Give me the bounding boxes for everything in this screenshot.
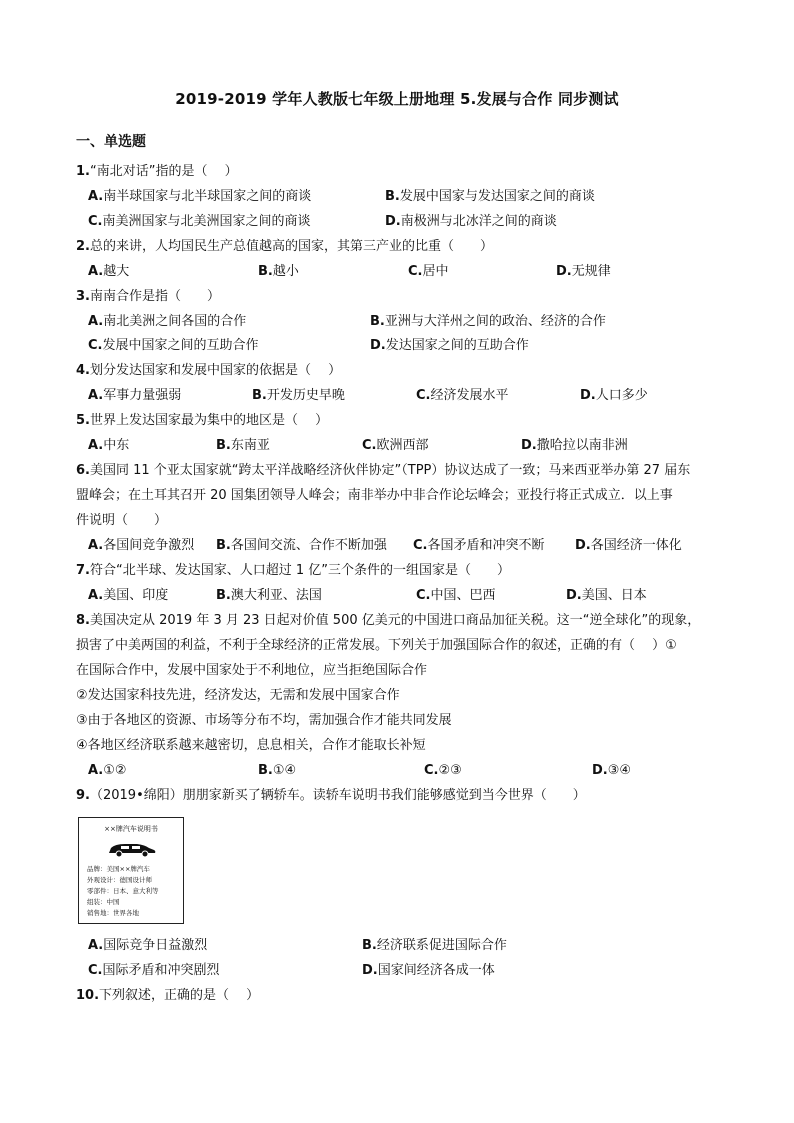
question-number: 6. xyxy=(76,463,90,478)
option-text: 人口多少 xyxy=(595,388,648,403)
option-4c[interactable] xyxy=(416,387,509,404)
option-letter: D. xyxy=(566,588,582,603)
option-text: 越小 xyxy=(272,264,299,279)
option-text: 中东 xyxy=(103,438,130,453)
option-letter: A. xyxy=(88,314,104,329)
question-6-line-2: 盟峰会；在土耳其召开 20 国集团领导人峰会；南非举办中非合作论坛峰会；亚投行将正式成立．以上事 xyxy=(76,488,673,503)
option-letter: B. xyxy=(258,763,273,778)
option-8c[interactable] xyxy=(424,762,462,779)
option-text: 各国间竞争激烈 xyxy=(103,538,195,553)
manual-line-assembly: 组装：中国 xyxy=(87,898,120,906)
option-text: 各国矛盾和冲突不断 xyxy=(427,538,545,553)
manual-line-design: 外观设计：德国设计师 xyxy=(87,876,152,884)
option-9a[interactable] xyxy=(88,937,207,954)
option-text: 欧洲西部 xyxy=(376,438,429,453)
manual-line-brand: 品牌：美国××牌汽车 xyxy=(87,865,150,873)
option-text: 发达国家之间的互助合作 xyxy=(385,338,529,353)
question-8-line-2: 损害了中美两国的利益，不利于全球经济的正常发展。下列关于加强国际合作的叙述，正确的有（ ）① xyxy=(76,638,677,653)
option-letter: B. xyxy=(385,189,400,204)
option-text: 经济联系促进国际合作 xyxy=(376,938,507,953)
question-number: 1. xyxy=(76,164,90,179)
option-text: 开发历史早晚 xyxy=(266,388,345,403)
option-letter: C. xyxy=(416,388,431,403)
question-4 xyxy=(76,362,341,379)
question-number: 7. xyxy=(76,563,90,578)
option-3c[interactable] xyxy=(88,337,259,354)
option-text: ③④ xyxy=(607,763,632,778)
option-letter: D. xyxy=(556,264,572,279)
option-letter: B. xyxy=(258,264,273,279)
question-text: 世界上发达国家最为集中的地区是（ ） xyxy=(89,413,329,428)
option-7b[interactable] xyxy=(216,587,322,604)
car-manual-image xyxy=(78,817,184,924)
question-8 xyxy=(76,612,700,629)
option-letter: C. xyxy=(362,438,377,453)
option-1a[interactable] xyxy=(88,188,311,205)
option-2c[interactable] xyxy=(408,263,449,280)
option-7d[interactable] xyxy=(566,587,647,604)
option-text: 各国经济一体化 xyxy=(590,538,682,553)
question-2 xyxy=(76,238,493,255)
option-letter: A. xyxy=(88,388,104,403)
option-4a[interactable] xyxy=(88,387,181,404)
option-2b[interactable] xyxy=(258,263,299,280)
option-4d[interactable] xyxy=(580,387,648,404)
option-letter: A. xyxy=(88,438,104,453)
option-text: 国家间经济各成一体 xyxy=(377,963,495,978)
question-number: 9. xyxy=(76,788,90,803)
option-letter: B. xyxy=(252,388,267,403)
option-5b[interactable] xyxy=(216,437,270,454)
option-text: ①② xyxy=(103,763,127,778)
option-text: ②③ xyxy=(438,763,462,778)
option-6c[interactable] xyxy=(413,537,545,554)
option-8b[interactable] xyxy=(258,762,296,779)
option-letter: D. xyxy=(592,763,608,778)
car-icon xyxy=(105,840,157,858)
question-number: 3. xyxy=(76,289,90,304)
option-5c[interactable] xyxy=(362,437,429,454)
option-letter: D. xyxy=(521,438,537,453)
option-letter: B. xyxy=(216,538,231,553)
option-text: 无规律 xyxy=(571,264,611,279)
option-1d[interactable] xyxy=(385,213,557,230)
option-text: 亚洲与大洋州之间的政治、经济的合作 xyxy=(384,314,606,329)
question-7 xyxy=(76,562,510,579)
question-8-line-3: 在国际合作中，发展中国家处于不利地位，应当拒绝国际合作 xyxy=(76,663,428,678)
question-8-line-6: ④各地区经济联系越来越密切，息息相关，合作才能取长补短 xyxy=(76,738,426,753)
option-text: 美国、日本 xyxy=(581,588,647,603)
option-letter: C. xyxy=(416,588,431,603)
option-letter: A. xyxy=(88,588,104,603)
question-8-line-4: ②发达国家科技先进，经济发达，无需和发展中国家合作 xyxy=(76,688,400,703)
option-text: 发展中国家与发达国家之间的商谈 xyxy=(399,189,595,204)
option-letter: A. xyxy=(88,189,104,204)
option-1b[interactable] xyxy=(385,188,595,205)
option-text: 澳大利亚、法国 xyxy=(230,588,322,603)
option-text: 中国、巴西 xyxy=(430,588,496,603)
option-letter: C. xyxy=(88,963,103,978)
option-4b[interactable] xyxy=(252,387,345,404)
question-number: 8. xyxy=(76,613,90,628)
option-text: 越大 xyxy=(103,264,130,279)
option-text: 南美洲国家与北美洲国家之间的商谈 xyxy=(102,214,311,229)
option-text: 南半球国家与北半球国家之间的商谈 xyxy=(103,189,312,204)
option-8a[interactable] xyxy=(88,762,127,779)
question-text: 总的来讲，人均国民生产总值越高的国家，其第三产业的比重（ ） xyxy=(89,239,493,254)
option-letter: C. xyxy=(413,538,428,553)
option-3d[interactable] xyxy=(370,337,529,354)
option-6a[interactable] xyxy=(88,537,194,554)
question-text: 符合“北半球、发达国家、人口超过 1 亿”三个条件的一组国家是（ ） xyxy=(89,563,510,578)
option-letter: A. xyxy=(88,763,104,778)
question-text: 南南合作是指（ ） xyxy=(89,289,220,304)
question-text: 下列叙述，正确的是（ ） xyxy=(99,988,260,1003)
question-5 xyxy=(76,412,328,429)
option-letter: B. xyxy=(362,938,377,953)
question-3 xyxy=(76,288,220,305)
option-7c[interactable] xyxy=(416,587,496,604)
question-text: “南北对话”指的是（ ） xyxy=(89,164,238,179)
option-3a[interactable] xyxy=(88,313,246,330)
option-9d[interactable] xyxy=(362,962,495,979)
option-6b[interactable] xyxy=(216,537,387,554)
option-text: 撒哈拉以南非洲 xyxy=(536,438,628,453)
option-text: ①④ xyxy=(272,763,297,778)
option-text: 发展中国家之间的互助合作 xyxy=(102,338,259,353)
option-8d[interactable] xyxy=(592,762,631,779)
option-letter: A. xyxy=(88,538,104,553)
option-letter: B. xyxy=(216,438,231,453)
option-letter: C. xyxy=(88,338,103,353)
option-letter: D. xyxy=(580,388,596,403)
manual-line-parts: 零部件：日本、意大利等 xyxy=(87,887,159,895)
option-2d[interactable] xyxy=(556,263,611,280)
option-letter: A. xyxy=(88,938,104,953)
question-8-line-5: ③由于各地区的资源、市场等分布不均，需加强合作才能共同发展 xyxy=(76,713,452,728)
option-5a[interactable] xyxy=(88,437,129,454)
question-number: 10. xyxy=(76,988,100,1003)
option-text: 居中 xyxy=(422,264,449,279)
page-title: 2019-2019 学年人教版七年级上册地理 5.发展与合作 同步测试 xyxy=(175,90,619,108)
option-text: 各国间交流、合作不断加强 xyxy=(230,538,387,553)
option-text: 南极洲与北冰洋之间的商谈 xyxy=(400,214,557,229)
option-text: 南北美洲之间各国的合作 xyxy=(103,314,247,329)
question-text: 美国同 11 个亚太国家就“跨太平洋战略经济伙伴协定”（TPP）协议达成了一致；马来西亚举办第 27 届东 xyxy=(89,463,691,478)
question-number: 2. xyxy=(76,239,90,254)
option-text: 经济发展水平 xyxy=(430,388,509,403)
option-letter: D. xyxy=(370,338,386,353)
option-9c[interactable] xyxy=(88,962,220,979)
option-7a[interactable] xyxy=(88,587,168,604)
option-letter: C. xyxy=(88,214,103,229)
option-9b[interactable] xyxy=(362,937,507,954)
option-letter: B. xyxy=(370,314,385,329)
option-letter: A. xyxy=(88,264,104,279)
question-10 xyxy=(76,987,259,1004)
option-6d[interactable] xyxy=(575,537,682,554)
option-letter: C. xyxy=(424,763,439,778)
question-6 xyxy=(76,462,690,479)
section-heading: 一、单选题 xyxy=(76,134,146,150)
option-letter: D. xyxy=(385,214,401,229)
question-text: 划分发达国家和发展中国家的依据是（ ） xyxy=(89,363,342,378)
question-text: 美国决定从 2019 年 3 月 23 日起对价值 500 亿美元的中国进口商品加征关税。这一“逆全球化”的现象， xyxy=(89,613,701,628)
question-6-line-3: 件说明（ ） xyxy=(76,513,168,528)
option-text: 国际矛盾和冲突剧烈 xyxy=(102,963,220,978)
option-5d[interactable] xyxy=(521,437,628,454)
option-text: 军事力量强弱 xyxy=(103,388,182,403)
option-2a[interactable] xyxy=(88,263,129,280)
question-1 xyxy=(76,163,238,180)
manual-line-sales: 销售地：世界各地 xyxy=(87,909,139,917)
option-text: 美国、印度 xyxy=(103,588,169,603)
manual-title: ××牌汽车说明书 xyxy=(104,825,158,833)
option-text: 国际竞争日益激烈 xyxy=(103,938,208,953)
option-letter: D. xyxy=(575,538,591,553)
question-number: 5. xyxy=(76,413,90,428)
option-letter: C. xyxy=(408,264,423,279)
option-1c[interactable] xyxy=(88,213,311,230)
question-9 xyxy=(76,787,586,804)
option-letter: B. xyxy=(216,588,231,603)
option-letter: D. xyxy=(362,963,378,978)
option-text: 东南亚 xyxy=(230,438,270,453)
option-3b[interactable] xyxy=(370,313,606,330)
question-number: 4. xyxy=(76,363,90,378)
question-text: （2019•绵阳）朋朋家新买了辆轿车。读轿车说明书我们能够感觉到当今世界（ ） xyxy=(89,788,586,803)
